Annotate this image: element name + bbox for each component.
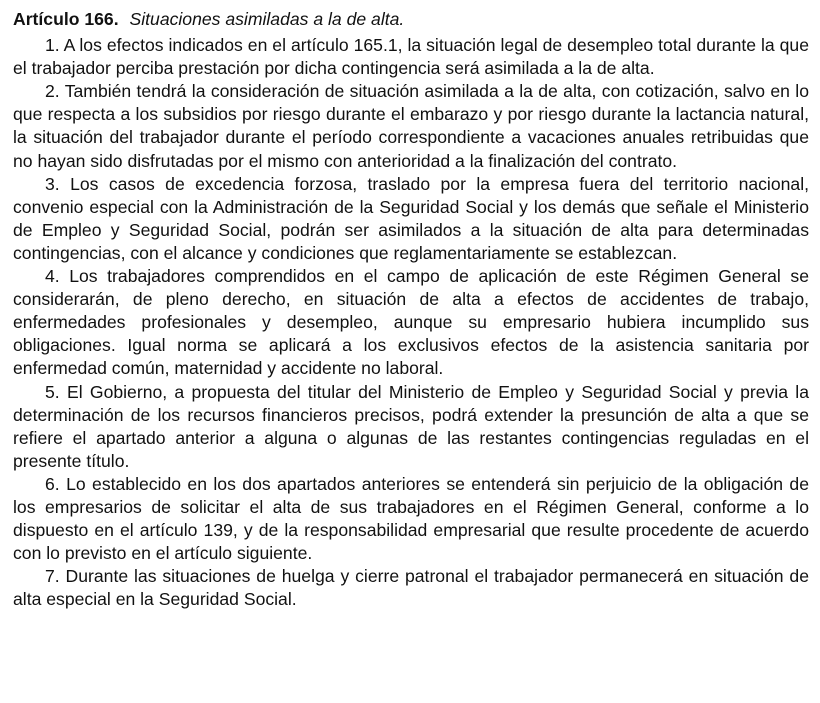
- paragraph-1[interactable]: 1. A los efectos indicados en el artículo 165.1, la situación legal de desempleo total durante la que el trabajador perciba prestación por dicha contingencia será asimilada a la de alta.: [13, 35, 809, 79]
- paragraph-5[interactable]: 5. El Gobierno, a propuesta del titular del Ministerio de Empleo y Seguridad Social y previa la determinación de los recursos financieros precisos, podrá extender la presunción de alta a que se refiere el apartado anterior a alguna o algunas de las restantes contingencias reguladas en el presente título.: [13, 381, 809, 471]
- paragraph-6[interactable]: 6. Lo establecido en los dos apartados anteriores se entenderá sin perjuicio de la obligación de los empresarios de solicitar el alta de sus trabajadores en el Régimen General, conforme a lo dispuesto en el artículo 139, y de la responsabilidad empresarial que resulte procedente de acuerdo con lo previsto en el artículo siguiente.: [13, 473, 809, 564]
- paragraph-7[interactable]: 7. Durante las situaciones de huelga y cierre patronal el trabajador permanecerá en situación de alta especial en la Seguridad Social.: [13, 566, 809, 610]
- article-title: Situaciones asimiladas a la de alta.: [129, 9, 405, 29]
- document-body: [13, 0, 809, 611]
- paragraph-2[interactable]: 2. También tendrá la consideración de situación asimilada a la de alta, con cotización, salvo en lo que respecta a los subsidios por riesgo durante el embarazo y por riesgo durante la lactancia natural, la situación del trabajador durante el período correspondiente a vacaciones anuales retribuidas que no hayan sido disfrutadas por el mismo con anterioridad a la finalización del contrato.: [13, 81, 809, 171]
- paragraph-4[interactable]: 4. Los trabajadores comprendidos en el campo de aplicación de este Régimen General se considerarán, de pleno derecho, en situación de alta a efectos de accidentes de trabajo, enfermedades profesionales y desempleo, aunque su empresario hubiera incumplido sus obligaciones. Igual norma se aplicará a los exclusivos efectos de la asistencia sanitaria por enfermedad común, maternidad y accidente no laboral.: [13, 266, 809, 379]
- paragraph-3[interactable]: 3. Los casos de excedencia forzosa, traslado por la empresa fuera del territorio nacional, convenio especial con la Administración de la Seguridad Social y los demás que señale el Ministerio de Empleo y Seguridad Social, podrán ser asimilados a la situación de alta para determinadas contingencias, con el alcance y condiciones que reglamentariamente se establezcan.: [13, 173, 809, 263]
- article-heading: [13, 8, 809, 31]
- article-number: Artículo 166.: [13, 9, 119, 29]
